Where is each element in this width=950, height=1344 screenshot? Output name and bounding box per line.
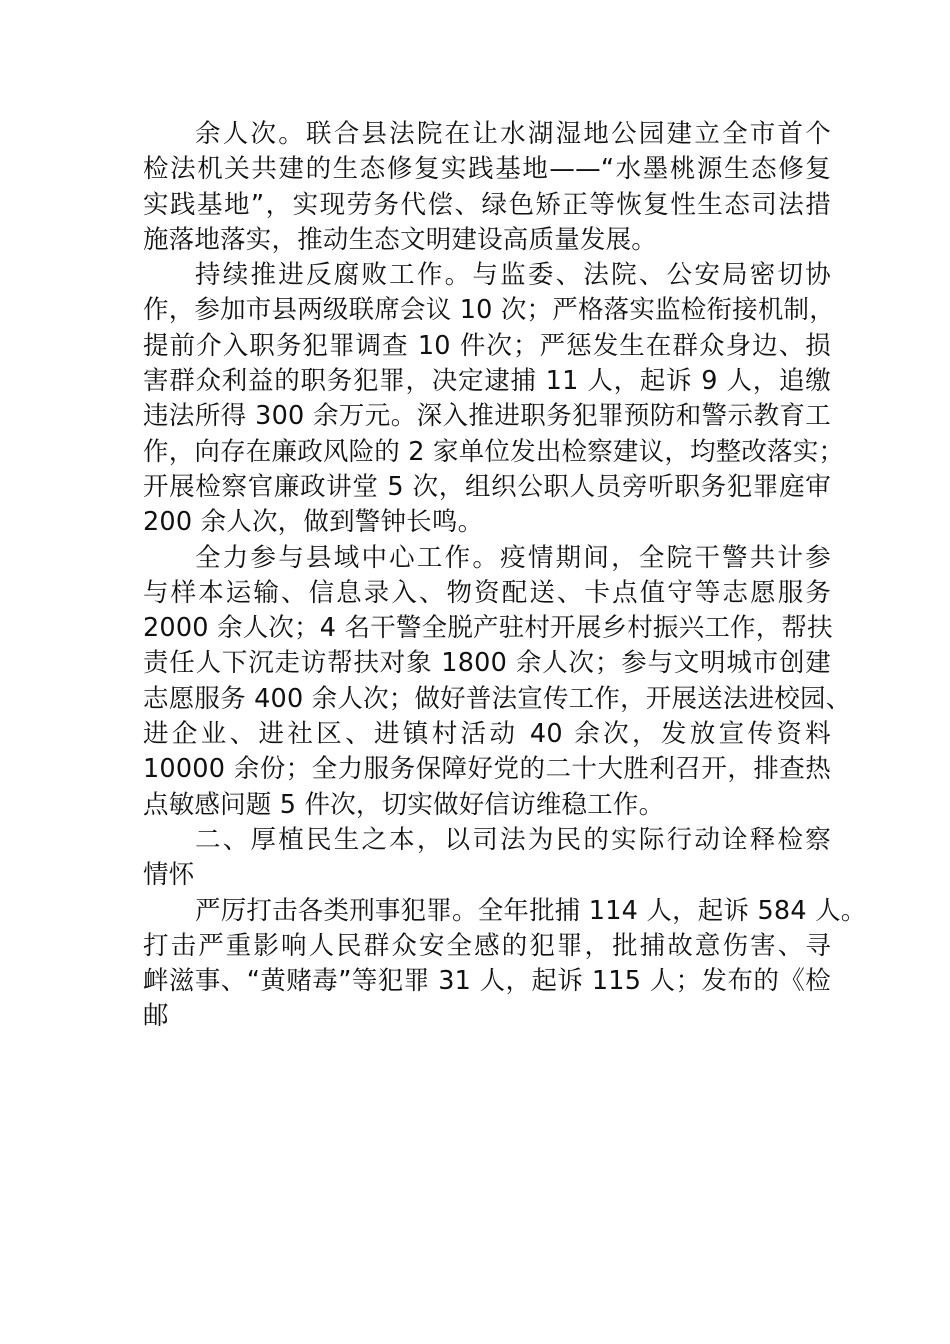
paragraph-line: 衅滋事、“黄赌毒”等犯罪 31 人，起诉 115 人；发布的《检 <box>143 966 831 997</box>
paragraph-line: 持续推进反腐败工作。与监委、法院、公安局密切协 <box>195 260 831 291</box>
section-heading-line: 情怀 <box>143 860 195 891</box>
section-heading-line: 二、厚植民生之本，以司法为民的实际行动诠释检察 <box>195 824 831 855</box>
paragraph-line: 责任人下沉走访帮扶对象 1800 余人次；参与文明城市创建 <box>143 648 831 679</box>
paragraph-line: 10000 余份；全力服务保障好党的二十大胜利召开，排查热 <box>143 754 831 785</box>
paragraph-line: 志愿服务 400 余人次；做好普法宣传工作，开展送法进校园、 <box>143 683 852 714</box>
paragraph-line: 余人次。联合县法院在让水湖湿地公园建立全市首个 <box>195 119 831 149</box>
paragraph-line: 打击严重影响人民群众安全感的犯罪，批捕故意伤害、寻 <box>143 930 831 961</box>
paragraph-line: 点敏感问题 5 件次，切实做好信访维稳工作。 <box>143 789 665 820</box>
paragraph-line: 实践基地”，实现劳务代偿、绿色矫正等恢复性生态司法措 <box>143 189 831 220</box>
paragraph-line: 提前介入职务犯罪调查 10 件次；严惩发生在群众身边、损 <box>143 330 831 361</box>
paragraph-line: 全力参与县域中心工作。疫情期间，全院干警共计参 <box>195 542 831 573</box>
paragraph-line: 与样本运输、信息录入、物资配送、卡点值守等志愿服务 <box>143 577 831 608</box>
paragraph-line: 开展检察官廉政讲堂 5 次，组织公职人员旁听职务犯罪庭审 <box>143 471 831 502</box>
paragraph-line: 检法机关共建的生态修复实践基地——“水墨桃源生态修复 <box>143 154 831 185</box>
paragraph-line: 严厉打击各类刑事犯罪。全年批捕 114 人，起诉 584 人。 <box>195 895 867 926</box>
paragraph-line: 作，向存在廉政风险的 2 家单位发出检察建议，均整改落实； <box>143 436 845 467</box>
paragraph-line: 作，参加市县两级联席会议 10 次；严格落实监检衔接机制， <box>143 295 835 326</box>
paragraph-line: 害群众利益的职务犯罪，决定逮捕 11 人，起诉 9 人，追缴 <box>143 366 831 397</box>
paragraph-line: 2000 余人次；4 名干警全脱产驻村开展乡村振兴工作，帮扶 <box>143 613 833 644</box>
document-body <box>143 117 867 1035</box>
paragraph-line: 邮 <box>143 1001 169 1032</box>
paragraph-line: 进企业、进社区、进镇村活动 40 余次，发放宣传资料 <box>143 719 831 750</box>
paragraph-line: 施落地落实，推动生态文明建设高质量发展。 <box>143 224 658 255</box>
paragraph-line: 违法所得 300 余万元。深入推进职务犯罪预防和警示教育工 <box>143 401 831 432</box>
paragraph-line: 200 余人次，做到警钟长鸣。 <box>143 507 484 538</box>
